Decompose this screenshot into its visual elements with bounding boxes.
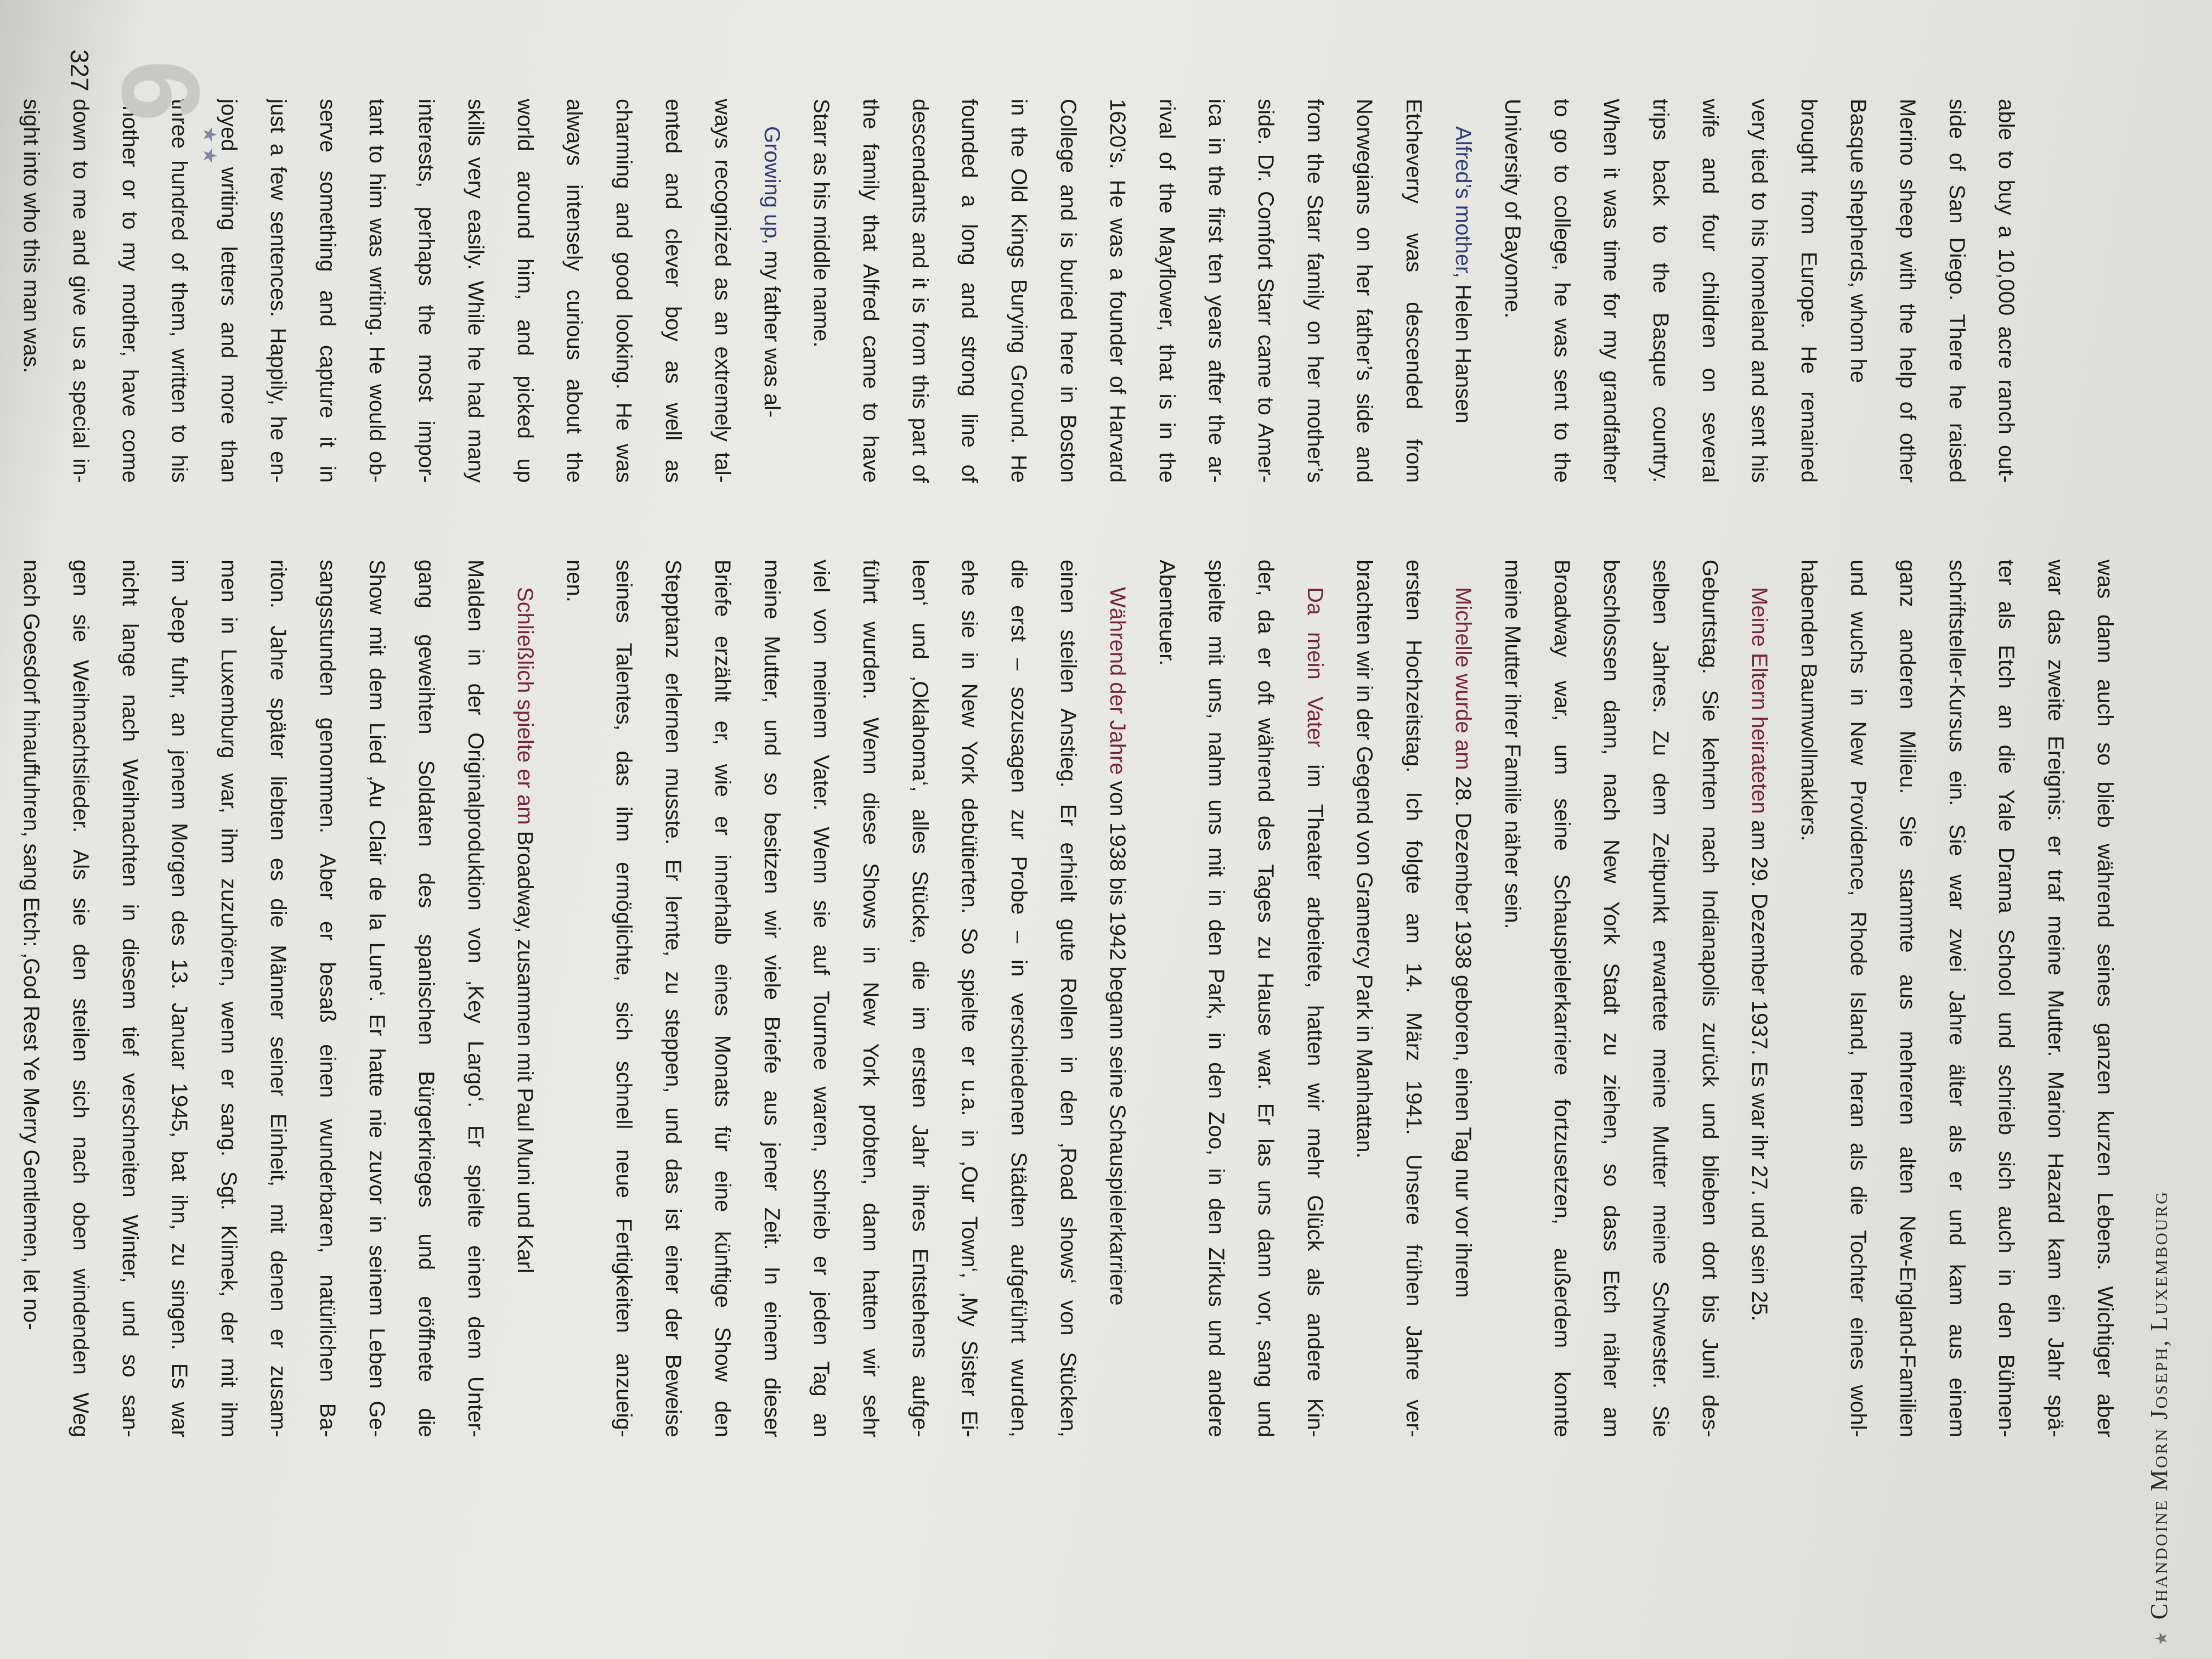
text-line bbox=[698, 560, 747, 1437]
text-line bbox=[945, 99, 994, 483]
text-line bbox=[1192, 560, 1241, 1437]
text-line bbox=[1784, 560, 1833, 1437]
line-text: Basque shepherds, whom he bbox=[1846, 99, 1870, 383]
text-line bbox=[1685, 99, 1735, 483]
text-line bbox=[7, 560, 56, 1437]
text-line bbox=[1932, 99, 1982, 483]
line-text: College and is buried here in Boston bbox=[1056, 99, 1080, 483]
text-line bbox=[1784, 99, 1833, 483]
text-line bbox=[1833, 99, 1883, 483]
text-line bbox=[1093, 99, 1142, 483]
text-line bbox=[352, 560, 402, 1437]
line-text: 1620’s. He was a founder of Harvard bbox=[1105, 99, 1130, 483]
line-text: Starr as his middle name. bbox=[809, 99, 833, 348]
german-text-column bbox=[0, 560, 2130, 1437]
line-text: meine Mutter ihrer Familie näher sein. bbox=[1500, 560, 1525, 929]
line-text: Etcheverry was descended from bbox=[1402, 99, 1426, 483]
line-text: Broadway, zusammen mit Paul Muni und Karl bbox=[513, 825, 537, 1273]
line-text: from the Starr family on her mother’s bbox=[1303, 99, 1327, 483]
line-text: very tied to his homeland and sent his bbox=[1747, 99, 1771, 483]
text-line bbox=[1290, 99, 1340, 483]
line-text: the family that Alfred came to have bbox=[859, 99, 883, 483]
line-text: trips back to the Basque country. bbox=[1649, 99, 1673, 483]
line-text: einen steilen Anstieg. Er erhielt gute Rollen in den ‚Road shows‘ von Stücken, bbox=[1056, 560, 1080, 1437]
text-line bbox=[747, 99, 797, 483]
line-text: When it was time for my grandfather bbox=[1599, 99, 1623, 483]
line-text: seines Talentes, das ihm ermöglichte, sich schnell neue Fertigkeiten anzueig- bbox=[612, 560, 636, 1437]
text-line bbox=[846, 99, 895, 483]
text-line bbox=[402, 560, 451, 1437]
line-text: joyed writing letters and more than bbox=[217, 99, 241, 483]
line-text: Abenteuer. bbox=[1155, 560, 1179, 666]
line-text: interests, perhaps the most impor- bbox=[414, 99, 438, 483]
line-text: was dann auch so blieb während seines ganzen kurzen Lebens. Wichtiger aber bbox=[2093, 560, 2117, 1437]
page-footer: ★Chandoine Morn Joseph, Luxembourg bbox=[2146, 1190, 2172, 1646]
line-text: im Theater arbeitete, hatten wir mehr Glück als andere Kin- bbox=[1303, 747, 1327, 1437]
line-text: descendants and it is from this part of bbox=[908, 99, 932, 483]
paragraph-lead-in: Alfred’s mother, bbox=[1451, 126, 1475, 279]
text-line bbox=[1883, 99, 1932, 483]
text-line bbox=[1389, 560, 1438, 1437]
line-text: im Jeep fuhr, an jenem Morgen des 13. Januar 1945, bat ihn, zu singen. Es war bbox=[167, 560, 191, 1437]
text-line bbox=[1833, 560, 1883, 1437]
text-line bbox=[2031, 560, 2080, 1437]
line-text: ter als Etch an die Yale Drama School und schrieb sich auch in den Bühnen- bbox=[1994, 560, 2018, 1437]
line-text: viel von meinem Vater. Wenn sie auf Tournee waren, schrieb er jeden Tag an bbox=[809, 560, 833, 1437]
text-line bbox=[1043, 560, 1093, 1437]
text-line bbox=[402, 99, 451, 483]
line-text: beschlossen dann, nach New York Stadt zu ziehen, so dass Etch näher am bbox=[1599, 560, 1623, 1437]
line-text: die erst – sozusagen zur Probe – in verschiedenen Städten aufgeführt wurden, bbox=[1007, 560, 1031, 1437]
line-text: three hundred of them, written to his bbox=[167, 99, 191, 483]
paragraph-lead-in: Schließlich spielte er am bbox=[513, 587, 537, 825]
line-text: tant to him was writing. He would ob- bbox=[365, 99, 389, 483]
line-text: nicht lange nach Weihnachten in diesem tief verschneiten Winter, und so san- bbox=[118, 560, 142, 1437]
text-line bbox=[599, 560, 648, 1437]
line-text: gen sie Weihnachtslieder. Als sie den steilen sich nach oben windenden Weg bbox=[69, 560, 93, 1437]
text-line bbox=[0, 99, 7, 483]
paragraph-lead-in: Da mein Vater bbox=[1303, 587, 1327, 748]
paragraph-lead-in: Meine Eltern heirateten bbox=[1747, 587, 1771, 814]
text-line bbox=[994, 560, 1043, 1437]
line-text: world around him, and picked up bbox=[513, 99, 537, 483]
text-line bbox=[1043, 99, 1093, 483]
text-line bbox=[945, 560, 994, 1437]
text-line bbox=[1685, 560, 1735, 1437]
text-line bbox=[1883, 560, 1932, 1437]
text-line bbox=[846, 560, 895, 1437]
text-line bbox=[500, 560, 550, 1437]
line-text: always intensely curious about the bbox=[562, 99, 586, 483]
line-text: spielte mit uns, nahm uns mit in den Park, in den Zoo, in den Zirkus und andere bbox=[1204, 560, 1228, 1437]
line-text: habenden Baumwollmaklers. bbox=[1797, 560, 1821, 842]
text-line bbox=[1241, 560, 1290, 1437]
line-text: wife and four children on several bbox=[1698, 99, 1722, 483]
line-text: charming and good looking. He was bbox=[612, 99, 636, 483]
line-text: rival of the Mayflower, that is in the bbox=[1155, 99, 1179, 483]
footer-place: Luxembourg bbox=[2146, 1190, 2172, 1331]
text-line bbox=[747, 560, 797, 1437]
line-text: Geburtstag. Sie kehrten nach Indianapolis zurück und blieben dort bis Juni des- bbox=[1698, 560, 1722, 1437]
line-text: University of Bayonne. bbox=[1500, 99, 1525, 319]
text-line bbox=[797, 560, 846, 1437]
text-line bbox=[698, 99, 747, 483]
line-text: just a few sentences. Happily, he en- bbox=[266, 99, 290, 483]
line-text: selben Jahres. Zu dem Zeitpunkt erwartete meine Mutter meine Schwester. Sie bbox=[1649, 560, 1673, 1437]
text-line bbox=[56, 560, 105, 1437]
text-line bbox=[1142, 99, 1192, 483]
line-text: meine Mutter, und so besitzen wir viele Briefe aus jener Zeit. In einem dieser bbox=[760, 560, 784, 1437]
text-line bbox=[352, 99, 402, 483]
line-text: Briefe erzählt er, wie er innerhalb eines Monats für eine künftige Show den bbox=[710, 560, 735, 1437]
line-text: Stepptanz erlernen musste. Er lernte, zu steppen, und das ist einer der Beweise bbox=[661, 560, 685, 1437]
page-number: 327 bbox=[65, 49, 94, 92]
paragraph-lead-in: Michelle wurde am bbox=[1451, 587, 1475, 770]
text-line bbox=[895, 560, 945, 1437]
line-text: führt wurden. Wenn diese Shows in New York probten, dann hatten wir sehr bbox=[859, 560, 883, 1437]
text-line bbox=[451, 560, 500, 1437]
line-text: ways recognized as an extremely tal- bbox=[710, 99, 735, 483]
text-line bbox=[1438, 99, 1488, 483]
text-line bbox=[155, 560, 204, 1437]
line-text: down to me and give us a special in- bbox=[69, 99, 93, 483]
line-text: in the Old Kings Burying Ground. He bbox=[1007, 99, 1031, 483]
line-text: am 29. Dezember 1937. Es war ihr 27. und sein 25. bbox=[1747, 814, 1771, 1322]
text-line bbox=[204, 560, 253, 1437]
line-text: brachten wir in der Gegend von Gramercy Park in Manhattan. bbox=[1352, 560, 1376, 1159]
text-line bbox=[7, 99, 56, 483]
text-line bbox=[1290, 560, 1340, 1437]
text-line bbox=[994, 99, 1043, 483]
text-line bbox=[451, 99, 500, 483]
line-text: Show mit dem Lied ‚Au Clair de la Lune‘. Er hatte nie zuvor in seinem Leben Ge- bbox=[365, 560, 389, 1437]
text-line bbox=[550, 560, 599, 1437]
text-line bbox=[797, 99, 846, 483]
line-text: side of San Diego. There he raised bbox=[1945, 99, 1969, 483]
line-text: side. Dr. Comfort Starr came to Amer- bbox=[1254, 99, 1278, 483]
text-line bbox=[2080, 560, 2130, 1437]
text-line bbox=[1587, 99, 1636, 483]
line-text: der, da er oft während des Tages zu Hause war. Er las uns dann vor, sang und bbox=[1254, 560, 1278, 1437]
text-line bbox=[1735, 99, 1784, 483]
chapter-stars: ★★ bbox=[199, 126, 220, 168]
text-line bbox=[1982, 560, 2031, 1437]
chapter-marker bbox=[83, 49, 226, 181]
text-line bbox=[303, 560, 352, 1437]
line-text: my father was al- bbox=[760, 244, 784, 418]
text-line bbox=[1982, 99, 2031, 483]
text-line bbox=[1537, 99, 1587, 483]
line-text: able to buy a 10,000 acre ranch out- bbox=[1994, 99, 2018, 483]
text-line bbox=[1241, 99, 1290, 483]
text-line bbox=[500, 99, 550, 483]
paragraph-lead-in: Growing up, bbox=[760, 126, 784, 245]
line-text: war das zweite Ereignis: er traf meine Mutter. Marion Hazard kam ein Jahr spä- bbox=[2044, 560, 2068, 1437]
line-text: ica in the first ten years after the ar- bbox=[1204, 99, 1228, 483]
line-text: nach Goesdorf hinauffuhren, sang Etch: ‚God Rest Ye Merry Gentlemen, let no- bbox=[19, 560, 43, 1330]
text-line bbox=[895, 99, 945, 483]
line-text: 28. Dezember 1938 geboren, einen Tag nur vor ihrem bbox=[1451, 770, 1475, 1298]
text-line bbox=[1488, 99, 1537, 483]
text-line bbox=[1636, 99, 1685, 483]
text-line bbox=[1932, 560, 1982, 1437]
line-text: skills very easily. While he had many bbox=[464, 99, 488, 483]
text-line bbox=[1192, 99, 1241, 483]
footer-star-icon: ★ bbox=[2153, 1629, 2171, 1646]
paragraph-lead-in: Während der Jahre bbox=[1105, 587, 1130, 775]
line-text: nen. bbox=[562, 560, 586, 602]
line-text: von 1938 bis 1942 begann seine Schauspielerkarriere bbox=[1105, 775, 1130, 1306]
line-text: mother or to my mother, have come bbox=[118, 99, 142, 483]
line-text: ersten Hochzeitstag. Ich folgte am 14. März 1941. Unsere frühen Jahre ver- bbox=[1402, 560, 1426, 1437]
text-line bbox=[1488, 560, 1537, 1437]
text-line bbox=[253, 99, 303, 483]
text-line bbox=[599, 99, 648, 483]
text-line bbox=[105, 560, 155, 1437]
text-line bbox=[1093, 560, 1142, 1437]
line-text: Broadway war, um seine Schauspielerkarriere fortzusetzen, außerdem konnte bbox=[1550, 560, 1574, 1437]
line-text: ganz anderen Milieu. Sie stammte aus mehreren alten New-England-Familien bbox=[1895, 560, 1920, 1437]
text-line bbox=[1340, 560, 1389, 1437]
line-text: Malden in der Originalproduktion von ‚Key Largo‘. Er spielte einen dem Unter- bbox=[464, 560, 488, 1437]
line-text: founded a long and strong line of bbox=[957, 99, 981, 483]
line-text: sangsstunden genommen. Aber er besaß einen wunderbaren, natürlichen Ba- bbox=[315, 560, 340, 1437]
text-line bbox=[1636, 560, 1685, 1437]
line-text: sight into who this man was. bbox=[19, 99, 43, 374]
text-line bbox=[550, 99, 599, 483]
text-line bbox=[648, 560, 698, 1437]
text-line bbox=[1587, 560, 1636, 1437]
line-text: men in Luxemburg war, ihm zuzuhören, wenn er sang. Sgt. Klimek, der mit ihm bbox=[217, 560, 241, 1437]
text-line bbox=[1389, 99, 1438, 483]
text-line bbox=[1735, 560, 1784, 1437]
text-line bbox=[1142, 560, 1192, 1437]
line-text: gang geweihten Soldaten des spanischen Bürgerkrieges und eröffnete die bbox=[414, 560, 438, 1437]
text-line bbox=[303, 99, 352, 483]
english-text-column bbox=[0, 99, 2031, 483]
text-line bbox=[1537, 560, 1587, 1437]
line-text: serve something and capture it in bbox=[315, 99, 340, 483]
line-text: ehe sie in New York debütierten. So spielte er u.a. in ‚Our Town‘, ‚My Sister Ei- bbox=[957, 560, 981, 1437]
line-text: ented and clever boy as well as bbox=[661, 99, 685, 483]
text-line bbox=[253, 560, 303, 1437]
line-text: und wuchs in New Providence, Rhode Island, heran als die Tochter eines wohl- bbox=[1846, 560, 1870, 1437]
line-text: Helen Hansen bbox=[1451, 278, 1475, 424]
line-text: riton. Jahre später liebten es die Männer seiner Einheit, mit denen er zusam- bbox=[266, 560, 290, 1437]
line-text: brought from Europe. He remained bbox=[1797, 99, 1821, 483]
footer-author: Chandoine Morn Joseph bbox=[2146, 1346, 2172, 1620]
chapter-number: 6 bbox=[99, 60, 222, 122]
line-text: to go to college, he was sent to the bbox=[1550, 99, 1574, 483]
line-text: Norwegians on her father’s side and bbox=[1352, 99, 1376, 483]
text-line bbox=[648, 99, 698, 483]
line-text: schriftsteller-Kursus ein. Sie war zwei Jahre älter als er und kam aus einem bbox=[1945, 560, 1969, 1437]
line-text: leen‘ und ‚Oklahoma‘, alles Stücke, die im ersten Jahr ihres Entstehens aufge- bbox=[908, 560, 932, 1437]
line-text: Merino sheep with the help of other bbox=[1895, 99, 1920, 483]
text-line bbox=[1438, 560, 1488, 1437]
text-line bbox=[1340, 99, 1389, 483]
